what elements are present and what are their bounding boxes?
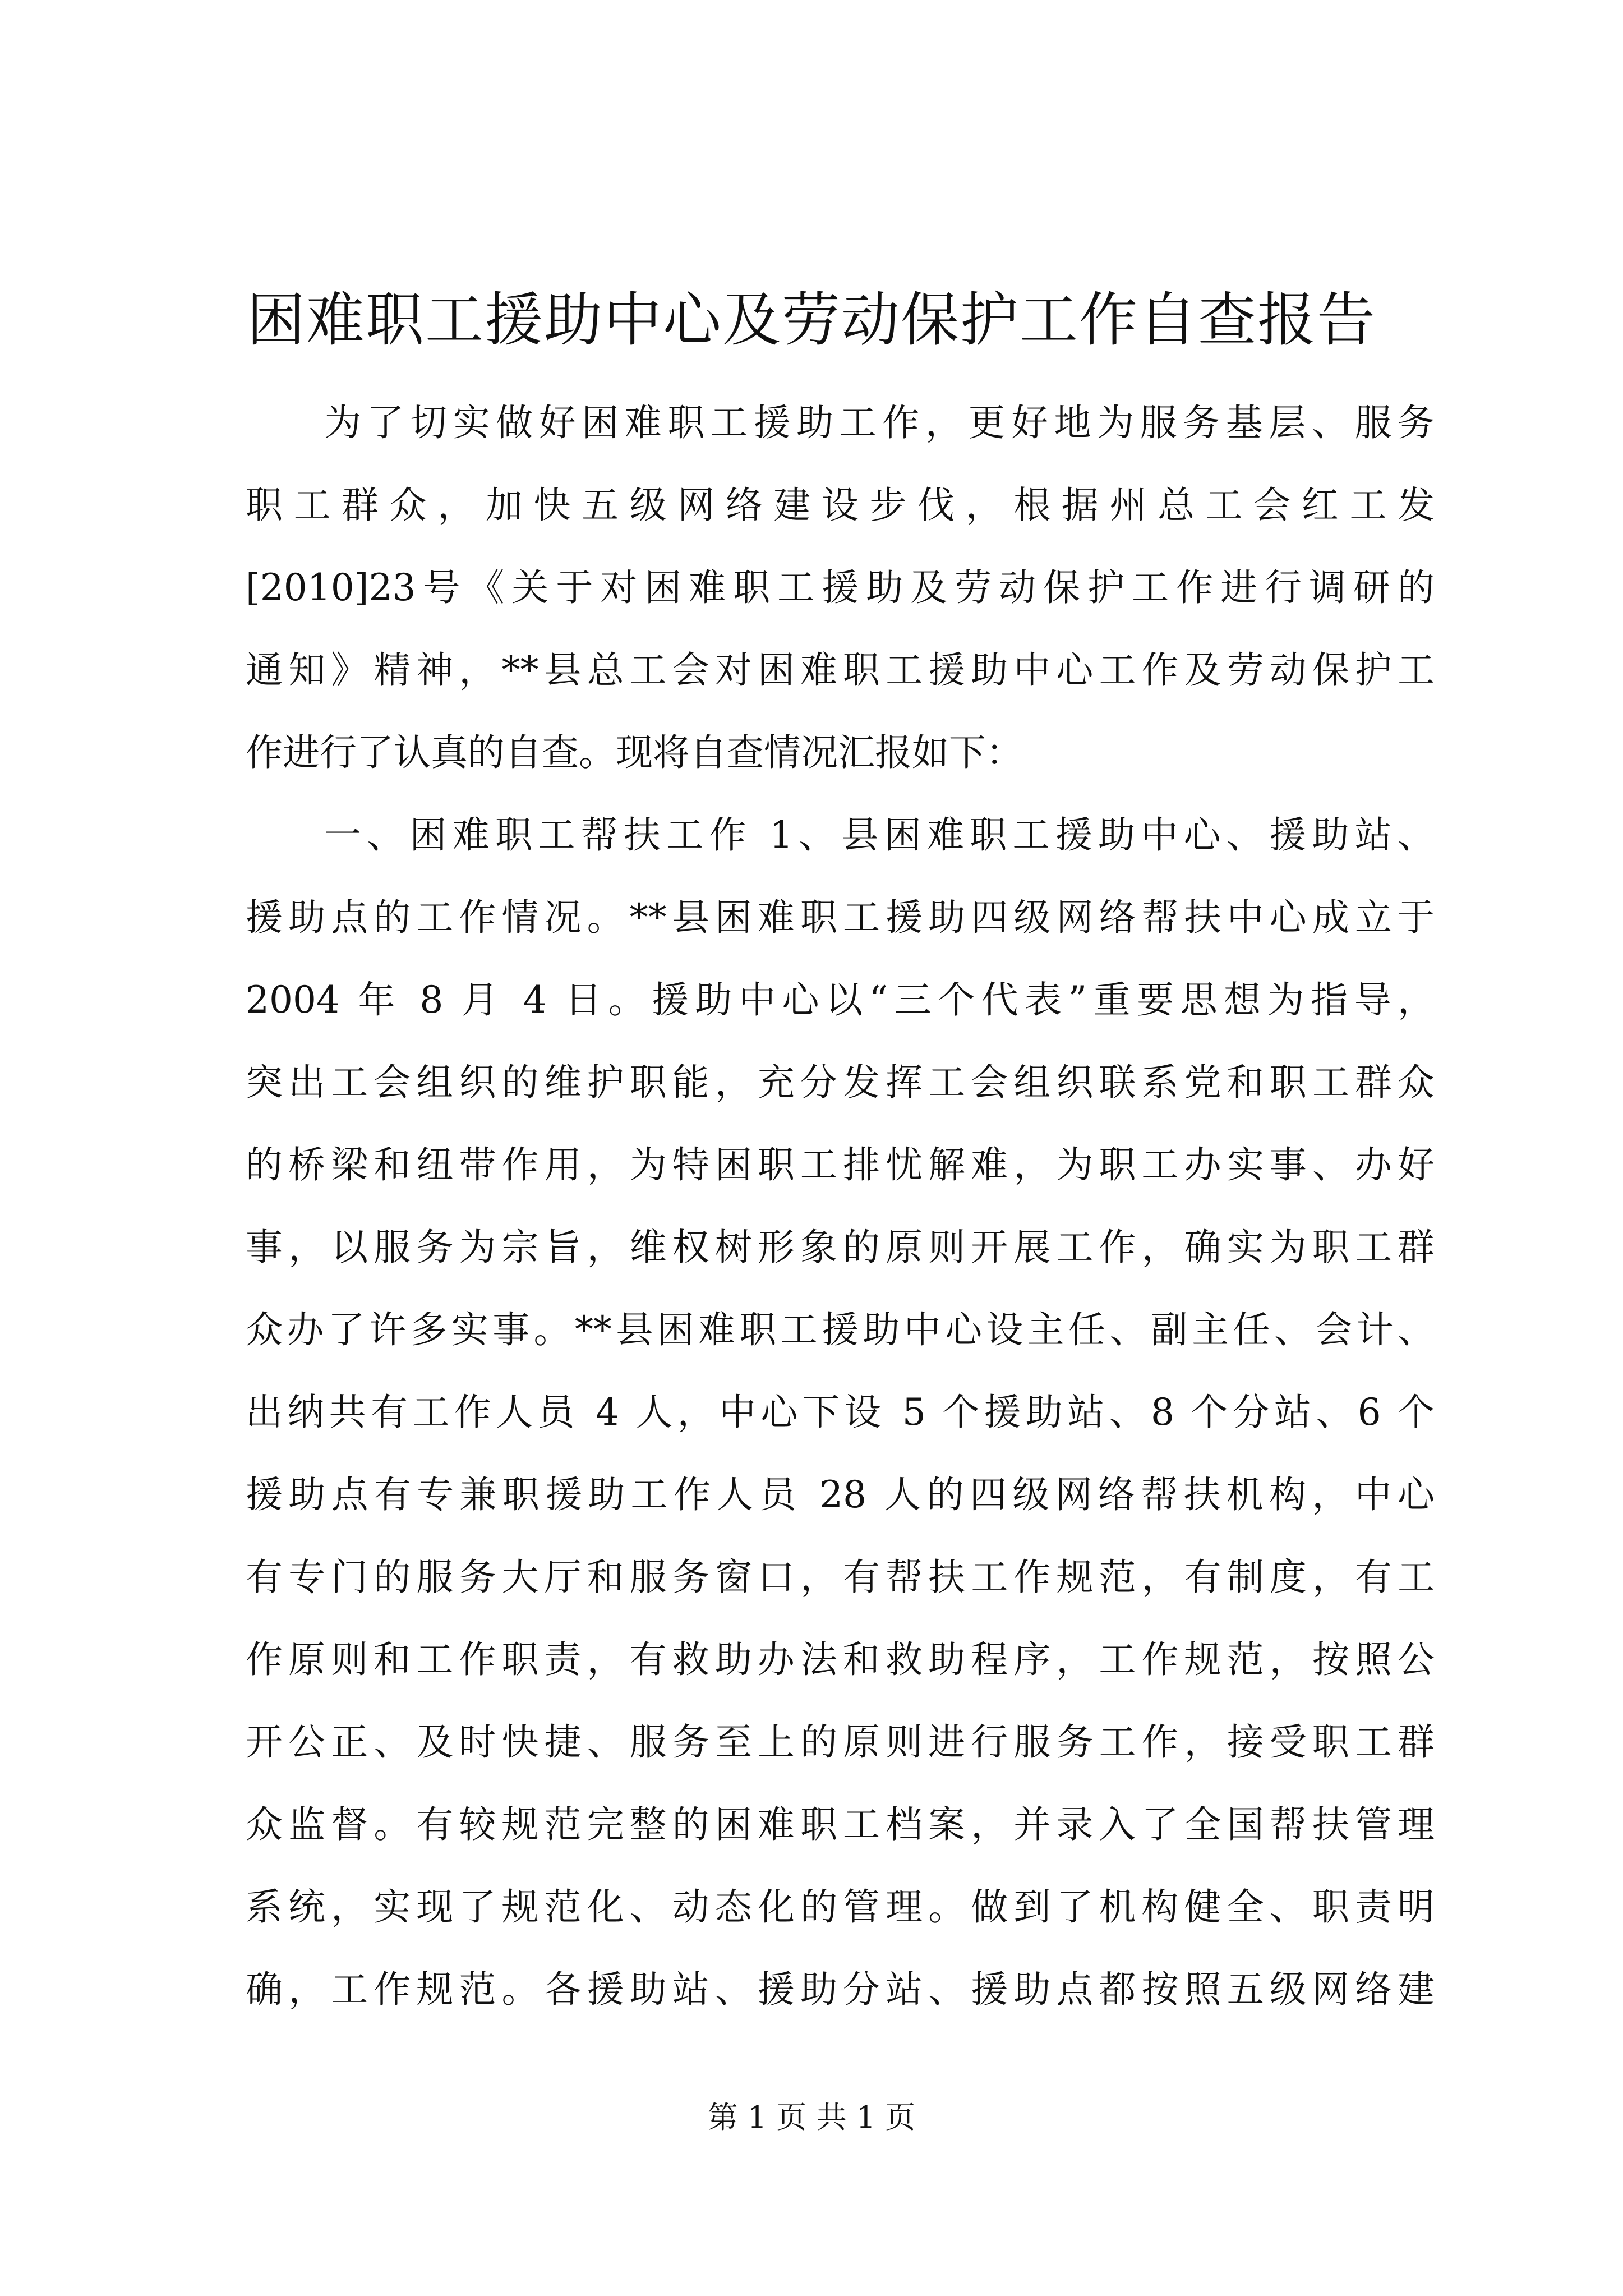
body-line: 援助点的工作情况。**县困难职工援助四级网络帮扶中心成立于 (246, 896, 1435, 939)
body-line: 众监督。有较规范完整的困难职工档案，并录入了全国帮扶管理 (246, 1803, 1435, 1846)
document-title: 困难职工援助中心及劳动保护工作自查报告 (246, 286, 1376, 354)
body-line: 突出工会组织的维护职能，充分发挥工会组织联系党和职工群众 (246, 1061, 1435, 1104)
body-line: 开公正、及时快捷、服务至上的原则进行服务工作，接受职工群 (246, 1720, 1435, 1764)
body-line: 确，工作规范。各援助站、援助分站、援助点都按照五级网络建 (246, 1968, 1435, 2011)
body-line: 2004 年 8 月 4 日。援助中心以“三个代表”重要思想为指导， (246, 978, 1435, 1022)
body-line: 有专门的服务大厅和服务窗口，有帮扶工作规范，有制度，有工 (246, 1556, 1435, 1599)
document-body (246, 381, 1435, 2031)
body-line: 作原则和工作职责，有救助办法和救助程序，工作规范，按照公 (246, 1638, 1435, 1681)
body-line: 事，以服务为宗旨，维权树形象的原则开展工作，确实为职工群 (246, 1226, 1435, 1269)
body-line: 通知》精神，**县总工会对困难职工援助中心工作及劳动保护工 (246, 648, 1435, 692)
body-line: 出纳共有工作人员 4 人，中心下设 5 个援助站、8 个分站、6 个 (246, 1391, 1435, 1434)
page-footer: 第 1 页 共 1 页 (707, 2100, 916, 2135)
body-line: 众办了许多实事。**县困难职工援助中心设主任、副主任、会计、 (246, 1308, 1435, 1351)
body-line: 职工群众，加快五级网络建设步伐，根据州总工会红工发 (246, 484, 1435, 527)
body-line: [2010]23号《关于对困难职工援助及劳动保护工作进行调研的 (246, 566, 1435, 609)
body-line: 的桥梁和纽带作用，为特困职工排忧解难，为职工办实事、办好 (246, 1143, 1435, 1186)
body-line: 系统，实现了规范化、动态化的管理。做到了机构健全、职责明 (246, 1885, 1435, 1929)
body-line: 援助点有专兼职援助工作人员 28 人的四级网络帮扶机构，中心 (246, 1473, 1435, 1516)
body-line: 作进行了认真的自查。现将自查情况汇报如下： (246, 731, 1023, 774)
body-line: 一、困难职工帮扶工作 1、县困难职工援助中心、援助站、 (324, 813, 1435, 857)
body-line: 为了切实做好困难职工援助工作，更好地为服务基层、服务 (324, 401, 1435, 444)
